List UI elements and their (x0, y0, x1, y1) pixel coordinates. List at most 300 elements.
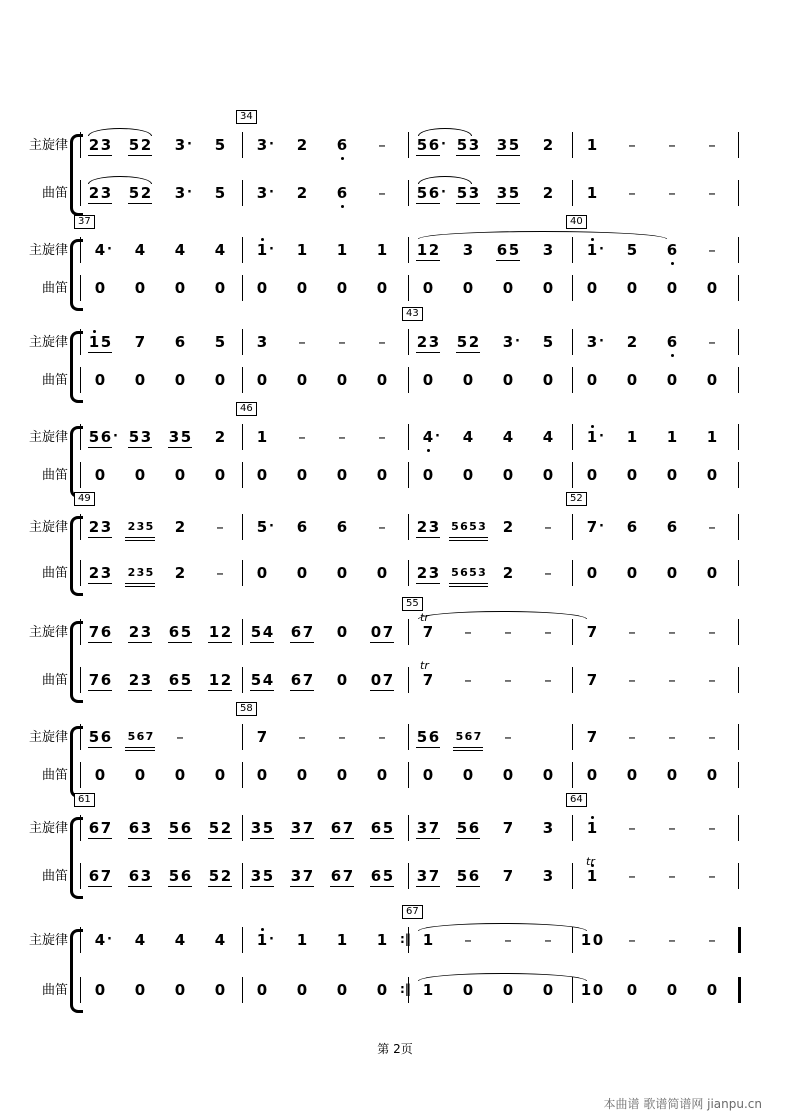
note: 0 (502, 371, 514, 389)
note: 3 (140, 867, 152, 885)
note: 0 (296, 564, 308, 582)
barline (408, 462, 409, 488)
beam-underline (416, 537, 440, 538)
beam-underline (250, 690, 274, 691)
note: 5 (469, 520, 477, 533)
barline (242, 619, 243, 645)
note: 5 (88, 428, 100, 446)
note: 5 (456, 819, 468, 837)
note: 5 (128, 428, 140, 446)
note: 0 (626, 766, 638, 784)
note: 5 (100, 333, 112, 351)
note: 6 (180, 867, 192, 885)
note: 0 (296, 466, 308, 484)
barline (572, 762, 573, 788)
staff-label-melody: 主旋律 (28, 730, 68, 745)
augmentation-dot: · (107, 932, 112, 947)
note: 6 (468, 819, 480, 837)
beam-underline (449, 586, 488, 587)
system (0, 906, 790, 1015)
low-octave-dot (671, 262, 674, 265)
note: 7 (586, 623, 598, 641)
note: 3 (140, 819, 152, 837)
note: 3 (140, 428, 152, 446)
note: 0 (174, 279, 186, 297)
rest-dash: – (504, 728, 512, 746)
rest-dash: – (708, 931, 716, 949)
barline (572, 237, 573, 263)
augmentation-dot: · (269, 519, 274, 534)
note: 5 (416, 184, 428, 202)
staff-brace (70, 516, 83, 596)
barline (738, 667, 739, 693)
beam-underline (290, 838, 314, 839)
staff-label-melody: 主旋律 (28, 430, 68, 445)
page-number: 第 2页 (377, 1042, 413, 1056)
note: 7 (473, 730, 482, 743)
note: 6 (100, 428, 112, 446)
note: 5 (451, 520, 459, 533)
barline (738, 237, 739, 263)
note: 5 (456, 867, 468, 885)
beam-underline (125, 747, 155, 748)
note: 0 (214, 279, 226, 297)
staff-brace (70, 817, 83, 899)
note: 0 (666, 371, 678, 389)
note: 2 (174, 564, 186, 582)
note: 2 (542, 136, 554, 154)
beam-underline (128, 447, 152, 448)
augmentation-dot: · (515, 334, 520, 349)
note: 0 (706, 279, 718, 297)
note: 5 (180, 428, 192, 446)
beam-underline (88, 537, 112, 538)
rest-dash: – (628, 184, 636, 202)
note: 3 (586, 333, 598, 351)
note: 2 (128, 671, 140, 689)
note: 0 (502, 981, 514, 999)
barline (80, 367, 81, 393)
note: 3 (100, 518, 112, 536)
barline (738, 863, 739, 889)
note: 6 (626, 518, 638, 536)
note: 6 (136, 730, 145, 743)
note: 0 (462, 466, 474, 484)
note: 7 (382, 671, 394, 689)
note: 6 (330, 819, 342, 837)
note: 2 (468, 333, 480, 351)
note: 5 (508, 241, 520, 259)
measure-number: 55 (402, 597, 423, 611)
repeat-sign: :‖ (400, 982, 411, 996)
note: 1 (586, 241, 598, 259)
note: 0 (586, 766, 598, 784)
low-octave-dot (671, 354, 674, 357)
rest-dash: – (464, 931, 472, 949)
high-octave-dot (591, 425, 594, 428)
measure-number: 64 (566, 793, 587, 807)
rest-dash: – (378, 428, 386, 446)
note: 5 (180, 671, 192, 689)
beam-underline (88, 838, 112, 839)
note: 2 (220, 867, 232, 885)
note: 3 (250, 819, 262, 837)
rest-dash: – (378, 136, 386, 154)
rest-dash: – (464, 671, 472, 689)
measure-number: 67 (402, 905, 423, 919)
beam-underline (250, 886, 274, 887)
note: 5 (145, 566, 154, 579)
barline (738, 367, 739, 393)
rest-dash: – (378, 333, 386, 351)
note: 5 (469, 566, 477, 579)
augmentation-dot: · (599, 429, 604, 444)
rest-dash: – (668, 136, 676, 154)
note: 0 (626, 371, 638, 389)
note: 0 (376, 371, 388, 389)
beam-underline (370, 642, 394, 643)
note: 7 (502, 819, 514, 837)
note: 6 (428, 184, 440, 202)
rest-dash: – (504, 931, 512, 949)
note: 3 (256, 333, 268, 351)
barline (408, 724, 409, 750)
note: 2 (140, 184, 152, 202)
note: 5 (208, 867, 220, 885)
barline (408, 180, 409, 206)
note: 0 (706, 981, 718, 999)
rest-dash: – (216, 518, 224, 536)
note: 7 (302, 671, 314, 689)
beam-underline (128, 642, 152, 643)
note: 5 (456, 136, 468, 154)
rest-dash: – (464, 623, 472, 641)
note: 0 (336, 623, 348, 641)
note: 0 (626, 981, 638, 999)
rest-dash: – (378, 184, 386, 202)
note: 0 (376, 564, 388, 582)
note: 2 (214, 428, 226, 446)
measure-number: 40 (566, 215, 587, 229)
note: 6 (290, 623, 302, 641)
note: 6 (128, 819, 140, 837)
note: 2 (220, 819, 232, 837)
augmentation-dot: · (599, 519, 604, 534)
note: 5 (262, 819, 274, 837)
augmentation-dot: · (107, 242, 112, 257)
note: 3 (496, 184, 508, 202)
note: 4 (502, 428, 514, 446)
note: 0 (134, 371, 146, 389)
note: 0 (666, 564, 678, 582)
augmentation-dot: · (435, 429, 440, 444)
barline (572, 132, 573, 158)
note: 0 (296, 766, 308, 784)
note: 0 (256, 766, 268, 784)
beam-underline (88, 155, 112, 156)
note: 7 (428, 867, 440, 885)
barline (408, 815, 409, 841)
staff-label-melody: 主旋律 (28, 933, 68, 948)
note: 3 (100, 564, 112, 582)
beam-underline (456, 838, 480, 839)
note: 0 (214, 766, 226, 784)
note: 2 (127, 566, 136, 579)
staff-brace (70, 239, 83, 311)
rest-dash: – (708, 241, 716, 259)
note: 3 (140, 671, 152, 689)
note: 7 (586, 671, 598, 689)
note: 0 (336, 564, 348, 582)
beam-underline (208, 886, 232, 887)
barline (408, 560, 409, 586)
staff-label-flute: 曲笛 (41, 768, 68, 783)
note: 5 (88, 728, 100, 746)
beam-underline (128, 886, 152, 887)
beam-underline (168, 838, 192, 839)
repeat-sign: :‖ (400, 932, 411, 946)
beam-underline (125, 750, 155, 751)
barline (408, 863, 409, 889)
rest-dash: – (668, 867, 676, 885)
note: 6 (128, 867, 140, 885)
note: 6 (180, 819, 192, 837)
rest-dash: – (544, 623, 552, 641)
note: 1 (336, 241, 348, 259)
note: 0 (666, 981, 678, 999)
rest-dash: – (216, 564, 224, 582)
note: 1 (580, 981, 592, 999)
note: 1 (586, 136, 598, 154)
note: 5 (128, 184, 140, 202)
beam-underline (416, 260, 440, 261)
system (0, 493, 790, 598)
barline (572, 275, 573, 301)
staff-brace (70, 929, 83, 1013)
note: 3 (140, 623, 152, 641)
rest-dash: – (708, 867, 716, 885)
note: 5 (451, 566, 459, 579)
barline (242, 514, 243, 540)
rest-dash: – (628, 623, 636, 641)
beam-underline (208, 838, 232, 839)
note: 5 (168, 867, 180, 885)
staff-brace (70, 134, 83, 216)
note: 5 (208, 819, 220, 837)
rest-dash: – (378, 518, 386, 536)
barline (242, 329, 243, 355)
augmentation-dot: · (269, 137, 274, 152)
rest-dash: – (708, 184, 716, 202)
beam-underline (128, 838, 152, 839)
beam-underline (208, 690, 232, 691)
barline (80, 762, 81, 788)
rest-dash: – (708, 333, 716, 351)
note: 1 (422, 931, 434, 949)
note: 0 (134, 466, 146, 484)
note: 2 (140, 136, 152, 154)
slur (418, 923, 587, 931)
augmentation-dot: · (599, 242, 604, 257)
note: 0 (592, 981, 604, 999)
note: 4 (174, 241, 186, 259)
note: 6 (174, 333, 186, 351)
rest-dash: – (668, 728, 676, 746)
note: 5 (214, 136, 226, 154)
barline (242, 237, 243, 263)
barline (738, 462, 739, 488)
note: 0 (214, 981, 226, 999)
note: 3 (496, 136, 508, 154)
note: 3 (428, 518, 440, 536)
system (0, 794, 790, 901)
rest-dash: – (298, 333, 306, 351)
staff-brace (70, 726, 83, 798)
slur (88, 176, 152, 184)
barline (80, 132, 81, 158)
barline (738, 815, 739, 841)
low-octave-dot (341, 157, 344, 160)
note: 4 (542, 428, 554, 446)
barline (408, 424, 409, 450)
note: 5 (456, 184, 468, 202)
rest-dash: – (628, 136, 636, 154)
rest-dash: – (338, 333, 346, 351)
system (0, 703, 790, 800)
note: 0 (586, 564, 598, 582)
low-octave-dot (341, 205, 344, 208)
note: 7 (134, 333, 146, 351)
trill-ornament: tr (420, 611, 429, 624)
barline (242, 180, 243, 206)
barline (408, 762, 409, 788)
barline (738, 180, 739, 206)
note: 5 (382, 819, 394, 837)
beam-underline (290, 642, 314, 643)
barline (80, 619, 81, 645)
beam-underline (330, 886, 354, 887)
beam-underline (88, 352, 112, 353)
note: 7 (342, 867, 354, 885)
note: 1 (416, 241, 428, 259)
note: 2 (428, 241, 440, 259)
note: 6 (168, 623, 180, 641)
note: 6 (336, 518, 348, 536)
note: 6 (460, 520, 468, 533)
note: 2 (502, 564, 514, 582)
beam-underline (125, 586, 155, 587)
beam-underline (456, 203, 480, 204)
note: 6 (370, 867, 382, 885)
beam-underline (168, 447, 192, 448)
note: 5 (382, 867, 394, 885)
note: 7 (256, 728, 268, 746)
system (0, 598, 790, 705)
note: 0 (422, 279, 434, 297)
barline (242, 977, 243, 1003)
rest-dash: – (628, 671, 636, 689)
note: 0 (134, 279, 146, 297)
note: 6 (168, 671, 180, 689)
note: 1 (88, 333, 100, 351)
beam-underline (125, 537, 155, 538)
beam-underline (125, 540, 155, 541)
beam-underline (125, 583, 155, 584)
note: 3 (502, 333, 514, 351)
barline (242, 724, 243, 750)
note: 5 (180, 623, 192, 641)
note: 6 (428, 728, 440, 746)
barline (80, 815, 81, 841)
system (0, 111, 790, 218)
rest-dash: – (338, 428, 346, 446)
barline (80, 237, 81, 263)
note: 2 (127, 520, 136, 533)
note: 3 (174, 136, 186, 154)
barline (572, 367, 573, 393)
staff-label-melody: 主旋律 (28, 243, 68, 258)
note: 1 (422, 981, 434, 999)
note: 7 (88, 671, 100, 689)
note: 4 (214, 931, 226, 949)
note: 1 (586, 428, 598, 446)
barline (242, 560, 243, 586)
note: 0 (336, 279, 348, 297)
note: 5 (214, 333, 226, 351)
beam-underline (416, 352, 440, 353)
rest-dash: – (544, 518, 552, 536)
note: 7 (422, 623, 434, 641)
slur (418, 128, 472, 136)
barline (572, 424, 573, 450)
note: 2 (88, 136, 100, 154)
note: 5 (214, 184, 226, 202)
high-octave-dot (93, 330, 96, 333)
barline (738, 329, 739, 355)
barline (242, 762, 243, 788)
rest-dash: – (176, 728, 184, 746)
barline (80, 275, 81, 301)
rest-dash: – (504, 623, 512, 641)
note: 2 (626, 333, 638, 351)
barline (408, 275, 409, 301)
rest-dash: – (628, 728, 636, 746)
beam-underline (416, 155, 440, 156)
augmentation-dot: · (441, 137, 446, 152)
barline (408, 329, 409, 355)
note: 7 (382, 623, 394, 641)
note: 0 (174, 981, 186, 999)
barline (80, 977, 81, 1003)
augmentation-dot: · (269, 242, 274, 257)
note: 0 (542, 371, 554, 389)
barline (408, 237, 409, 263)
note: 7 (100, 819, 112, 837)
beam-underline (250, 642, 274, 643)
beam-underline (168, 886, 192, 887)
note: 1 (586, 184, 598, 202)
note: 2 (128, 623, 140, 641)
augmentation-dot: · (187, 137, 192, 152)
note: 0 (214, 371, 226, 389)
note: 0 (422, 371, 434, 389)
slur (418, 176, 472, 184)
rest-dash: – (668, 931, 676, 949)
note: 0 (336, 766, 348, 784)
note: 5 (256, 518, 268, 536)
note: 3 (428, 564, 440, 582)
beam-underline (416, 838, 440, 839)
